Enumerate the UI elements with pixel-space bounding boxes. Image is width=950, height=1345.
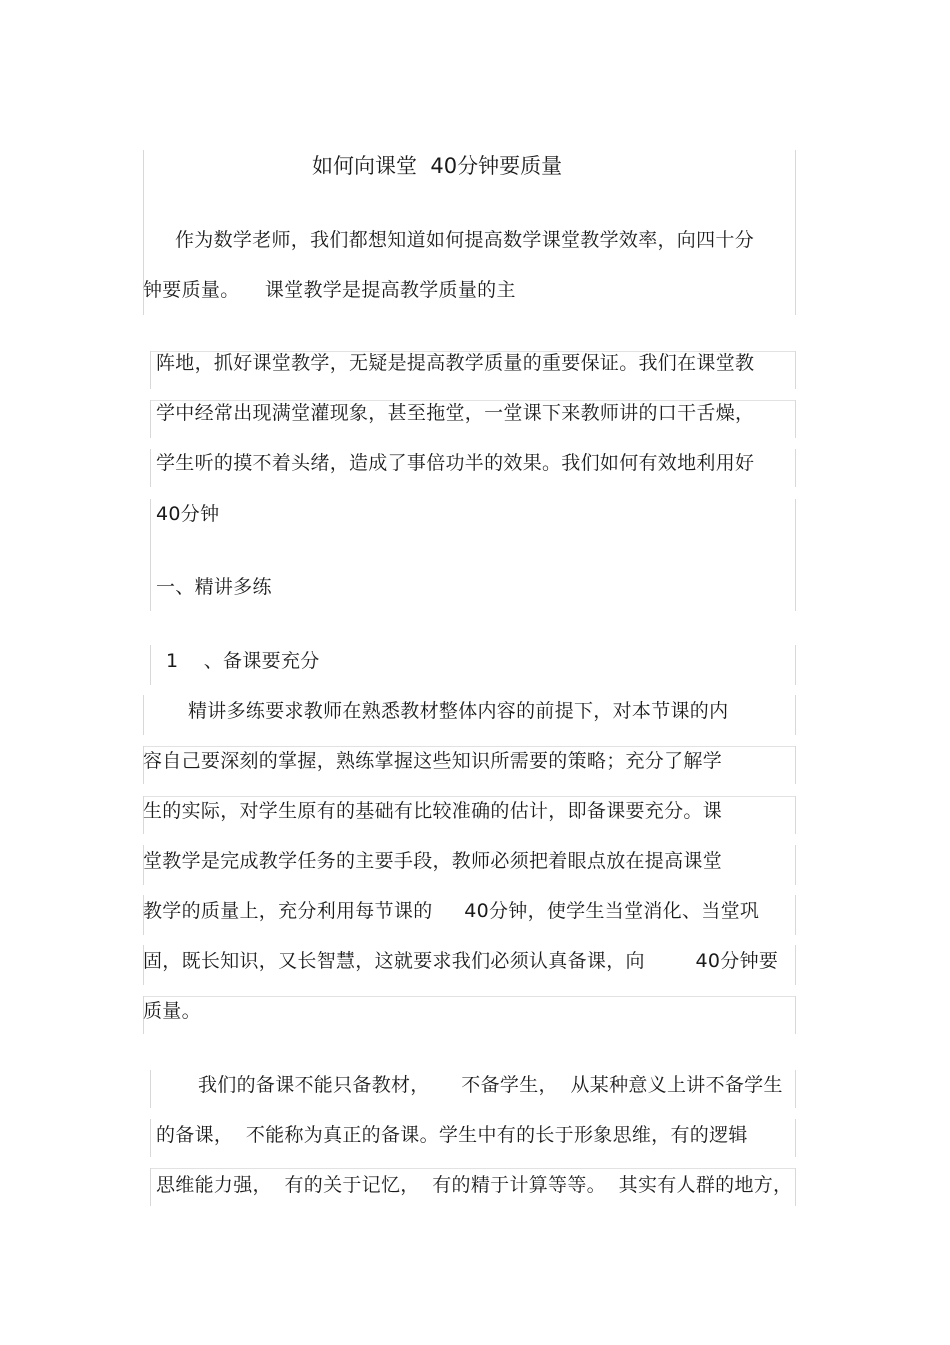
frame-line [795, 796, 796, 834]
frame-line [150, 1070, 151, 1108]
frame-line [795, 400, 796, 438]
frame-line [795, 351, 796, 389]
text-line: 固，既长知识，又长智慧，这就要求我们必须认真备课，向 40分钟要 [143, 950, 779, 972]
text-line: 我们的备课不能只备教材， 不备学生， 从某种意义上讲不备学生 [198, 1074, 783, 1096]
text-line: 容自己要深刻的掌握，熟练掌握这些知识所需要的策略；充分了解学 [143, 750, 723, 772]
text-line: 质量。 [143, 1000, 201, 1022]
frame-line [143, 746, 795, 747]
frame-line [795, 996, 796, 1034]
text-line: 教学的质量上，充分利用每节课的 40分钟，使学生当堂消化、当堂巩 [143, 900, 760, 922]
frame-line [143, 996, 795, 997]
frame-line [795, 746, 796, 784]
section-heading: 一、精讲多练 [156, 576, 272, 598]
frame-line [795, 895, 796, 935]
document-title: 如何向课堂 40分钟要质量 [312, 154, 563, 178]
frame-line [150, 1168, 151, 1206]
text-line: 学生听的摸不着头绪，造成了事倍功半的效果。我们如何有效地利用好 [156, 452, 755, 474]
frame-line [150, 645, 151, 685]
frame-line [150, 351, 151, 389]
frame-line [795, 449, 796, 487]
text-line: 堂教学是完成教学任务的主要手段，教师必须把着眼点放在提高课堂 [143, 850, 723, 872]
frame-line [795, 645, 796, 685]
frame-line [143, 796, 795, 797]
frame-line [795, 150, 796, 315]
frame-line [795, 845, 796, 885]
text-line: 40分钟 [156, 503, 220, 525]
frame-line [150, 1168, 795, 1169]
text-line: 钟要质量。 课堂教学是提高教学质量的主 [143, 279, 516, 301]
frame-line [795, 499, 796, 611]
frame-line [795, 695, 796, 735]
text-line: 生的实际，对学生原有的基础有比较准确的估计，即备课要充分。课 [143, 800, 723, 822]
text-line: 的备课， 不能称为真正的备课。学生中有的长于形象思维，有的逻辑 [156, 1124, 748, 1146]
frame-line [150, 449, 151, 487]
frame-line [795, 1168, 796, 1206]
frame-line [150, 1119, 151, 1157]
frame-line [795, 1070, 796, 1108]
frame-line [150, 499, 151, 611]
text-line: 阵地，抓好课堂教学，无疑是提高教学质量的重要保证。我们在课堂教 [156, 352, 755, 374]
text-line: 思维能力强， 有的关于记忆， 有的精于计算等等。 其实有人群的地方， [156, 1174, 793, 1196]
frame-line [795, 945, 796, 985]
text-line: 作为数学老师，我们都想知道如何提高数学课堂教学效率，向四十分 [175, 229, 755, 251]
subsection-heading: 1 、备课要充分 [166, 650, 320, 672]
text-line: 学中经常出现满堂灌现象，甚至拖堂，一堂课下来教师讲的口干舌燥， [156, 402, 755, 424]
frame-line [795, 1119, 796, 1157]
frame-line [150, 400, 151, 438]
frame-line [143, 695, 144, 735]
text-line: 精讲多练要求教师在熟悉教材整体内容的前提下，对本节课的内 [188, 700, 729, 722]
